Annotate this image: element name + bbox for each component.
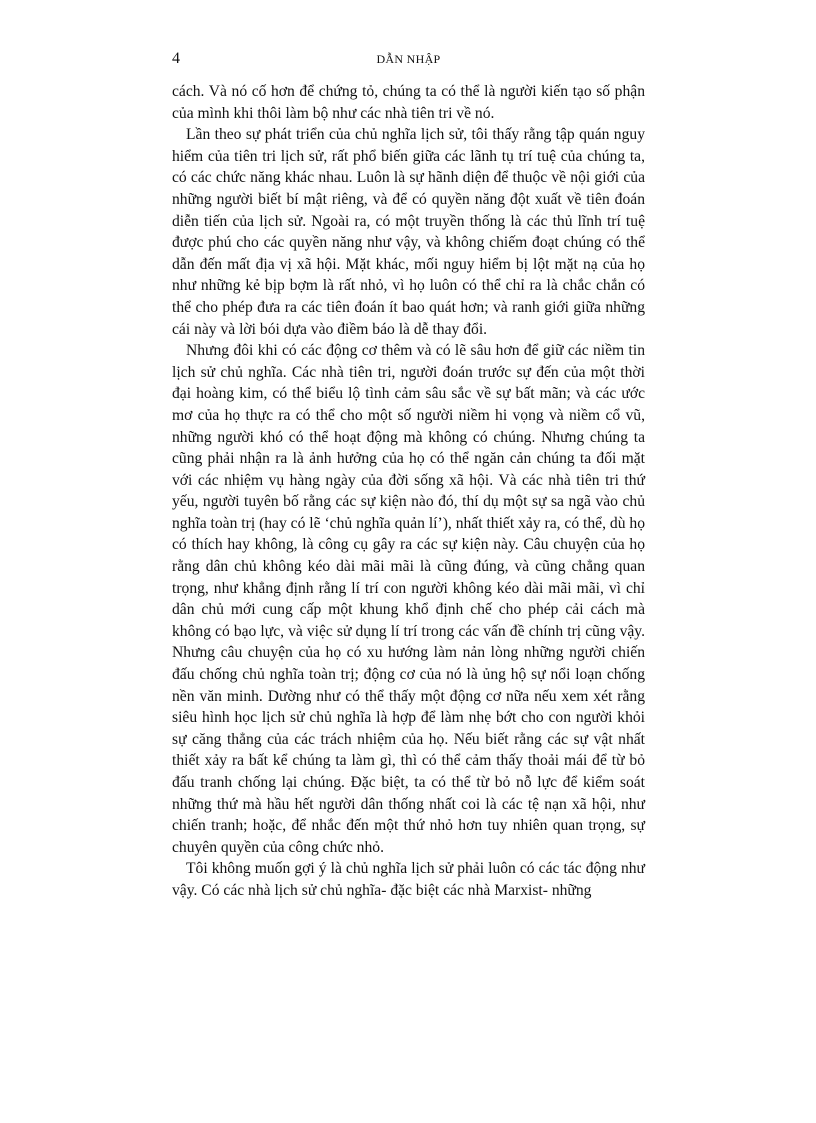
running-head: DẪN NHẬP xyxy=(376,52,441,66)
body-text xyxy=(172,81,645,902)
paragraph: Nhưng đôi khi có các động cơ thêm và có lẽ sâu hơn để giữ các niềm tin lịch sử chủ nghĩa. Các nhà tiên tri, người đoán trước sự đến của một thời đại hoàng kim, có thể biểu lộ tình cảm sâu sắc về sự bất mãn; và các ước mơ của họ thực ra có thể cho một số người niềm hi vọng và niềm cổ vũ, những người khó có thể hoạt động mà không có chúng. Nhưng chúng ta cũng phải nhận ra là ảnh hưởng của họ có thể ngăn cản chúng ta đối mặt với các nhiệm vụ hàng ngày của đời sống xã hội. Và các nhà tiên tri thứ yếu, người tuyên bố rằng các sự kiện nào đó, thí dụ một sự sa ngã vào chủ nghĩa toàn trị (hay có lẽ ‘chủ nghĩa quản lí’), nhất thiết xảy ra, có thể, dù họ có thích hay không, là công cụ gây ra các sự kiện này. Câu chuyện của họ rằng dân chủ không kéo dài mãi mãi là cũng đúng, và cũng chẳng quan trọng, như khẳng định rằng lí trí con người không kéo dài mãi mãi, vì chỉ dân chủ mới cung cấp một khung khổ định chế cho phép cải cách mà không có bạo lực, và việc sử dụng lí trí trong các vấn đề chính trị cũng vậy. Nhưng câu chuyện của họ có xu hướng làm nản lòng những người chiến đấu chống chủ nghĩa toàn trị; động cơ của nó là ủng hộ sự nổi loạn chống nền văn minh. Dường như có thể thấy một động cơ nữa nếu xem xét rằng siêu hình học lịch sử chủ nghĩa là hợp để làm nhẹ bớt cho con người khỏi sự căng thẳng của các trách nhiệm của họ. Nếu biết rằng các sự vật nhất thiết xảy ra bất kể chúng ta làm gì, thì có thể cảm thấy thoải mái để từ bỏ đấu tranh chống lại chúng. Đặc biệt, ta có thể từ bỏ nỗ lực để kiểm soát những thứ mà hầu hết người dân thống nhất coi là các tệ nạn xã hội, như chiến tranh; hoặc, để nhắc đến một thứ nhỏ hơn tuy nhiên quan trọng, sự chuyên quyền của công chức nhỏ. xyxy=(172,342,645,856)
paragraph: Lần theo sự phát triển của chủ nghĩa lịch sử, tôi thấy rằng tập quán nguy hiểm của tiên tri lịch sử, rất phổ biến giữa các lãnh tụ trí tuệ của chúng ta, có các chức năng khác nhau. Luôn là sự hãnh diện để thuộc về nội giới của những người biết bí mật riêng, và để có quyền năng đột xuất về tiên đoán diễn tiến của lịch sử. Ngoài ra, có một truyền thống là các thủ lĩnh trí tuệ được phú cho các quyền năng như vậy, và không chiếm đoạt chúng có thể dẫn đến mất địa vị xã hội. Mặt khác, mối nguy hiểm bị lột mặt nạ của họ như những kẻ bịp bợm là rất nhỏ, vì họ luôn có thể chỉ ra là chắc chắn có thể cho phép đưa ra các tiên đoán ít bao quát hơn; và ranh giới giữa những cái này và lời bói dựa vào điềm báo là dễ thay đổi. xyxy=(172,126,645,338)
paragraph: Tôi không muốn gợi ý là chủ nghĩa lịch sử phải luôn có các tác động như vậy. Có các nhà lịch sử chủ nghĩa- đặc biệt các nhà Marxist- những xyxy=(172,860,645,899)
page-header xyxy=(172,48,645,70)
paragraph-continuation: cách. Và nó cố hơn để chứng tỏ, chúng ta có thể là người kiến tạo số phận của mình khi thôi làm bộ như các nhà tiên tri về nó. xyxy=(172,83,645,122)
page-number: 4 xyxy=(172,50,180,67)
